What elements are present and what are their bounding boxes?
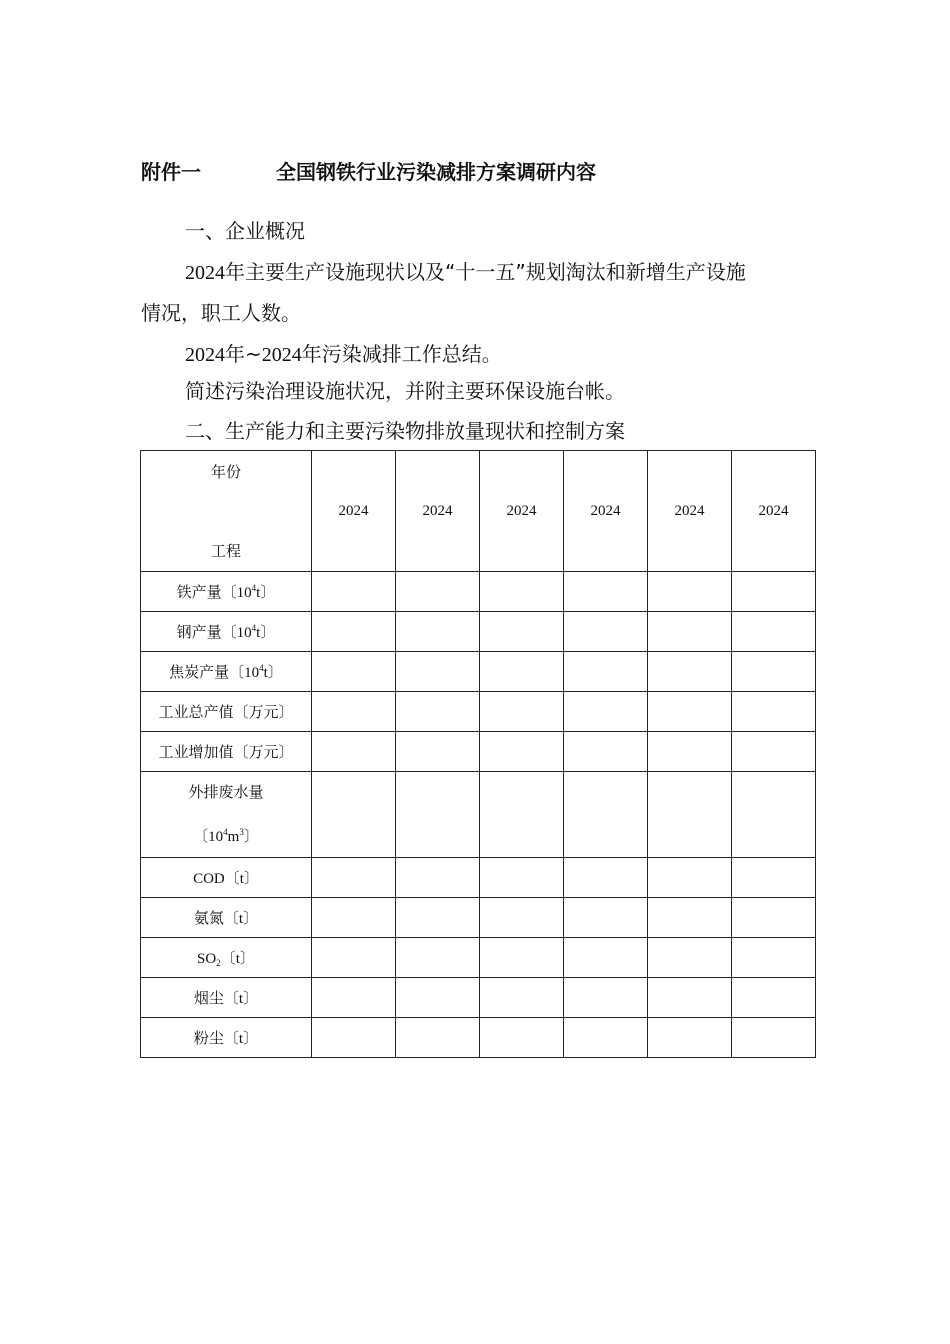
data-cell[interactable] xyxy=(564,652,648,692)
row-label-dust: 粉尘〔t〕 xyxy=(141,1018,312,1058)
data-cell[interactable] xyxy=(396,898,480,938)
paragraph-1-text-a: 年主要生产设施现状以及“十一五”规划淘汰和新增生产设施 xyxy=(225,260,746,284)
row-label-value-added: 工业增加值〔万元〕 xyxy=(141,732,312,772)
year-header: 2024 xyxy=(564,451,648,572)
data-cell[interactable] xyxy=(732,898,816,938)
data-cell[interactable] xyxy=(480,692,564,732)
paragraph-2-mid: 年~ xyxy=(225,342,262,366)
data-cell[interactable] xyxy=(312,938,396,978)
year-header: 2024 xyxy=(648,451,732,572)
table-row xyxy=(141,612,816,652)
data-cell[interactable] xyxy=(648,1018,732,1058)
data-cell[interactable] xyxy=(732,938,816,978)
data-cell[interactable] xyxy=(648,652,732,692)
data-cell[interactable] xyxy=(396,978,480,1018)
data-cell[interactable] xyxy=(648,898,732,938)
row-label-coke-output: 焦炭产量〔$10^4t$〕 xyxy=(141,652,312,692)
data-cell[interactable] xyxy=(480,858,564,898)
data-cell[interactable] xyxy=(732,772,816,858)
data-cell[interactable] xyxy=(396,692,480,732)
data-cell[interactable] xyxy=(564,858,648,898)
data-cell[interactable] xyxy=(312,572,396,612)
table-row xyxy=(141,1018,816,1058)
data-cell[interactable] xyxy=(564,572,648,612)
table-row xyxy=(141,652,816,692)
data-cell[interactable] xyxy=(396,612,480,652)
corner-cell xyxy=(141,451,312,572)
data-cell[interactable] xyxy=(480,938,564,978)
year-header: 2024 xyxy=(480,451,564,572)
data-cell[interactable] xyxy=(648,692,732,732)
data-cell[interactable] xyxy=(648,612,732,652)
data-cell[interactable] xyxy=(480,772,564,858)
table-header-row xyxy=(141,451,816,572)
row-label-ammonia-nitrogen: 氨氮〔t〕 xyxy=(141,898,312,938)
data-cell[interactable] xyxy=(396,652,480,692)
data-cell[interactable] xyxy=(648,732,732,772)
data-cell[interactable] xyxy=(480,612,564,652)
section-1-heading: 一、企业概况 xyxy=(185,219,305,243)
data-cell[interactable] xyxy=(564,732,648,772)
production-emission-table xyxy=(140,450,816,1058)
corner-year-label: 年份 xyxy=(210,463,241,481)
data-cell[interactable] xyxy=(732,1018,816,1058)
table-row xyxy=(141,978,816,1018)
data-cell[interactable] xyxy=(480,732,564,772)
row-label-wastewater-discharge: 外排废水量 〔$10^4m^3$〕 xyxy=(141,772,312,858)
paragraph-2-text: 年污染减排工作总结。 xyxy=(301,342,502,366)
table-row xyxy=(141,732,816,772)
data-cell[interactable] xyxy=(564,898,648,938)
data-cell[interactable] xyxy=(396,772,480,858)
data-cell[interactable] xyxy=(564,612,648,652)
row-label-gross-output-value: 工业总产值〔万元〕 xyxy=(141,692,312,732)
data-cell[interactable] xyxy=(312,772,396,858)
data-cell[interactable] xyxy=(564,692,648,732)
data-cell[interactable] xyxy=(396,938,480,978)
table-row xyxy=(141,772,816,858)
data-cell[interactable] xyxy=(564,772,648,858)
data-cell[interactable] xyxy=(396,858,480,898)
data-cell[interactable] xyxy=(732,732,816,772)
data-cell[interactable] xyxy=(312,732,396,772)
paragraph-1-line-1 xyxy=(141,252,815,294)
data-cell[interactable] xyxy=(732,858,816,898)
data-cell[interactable] xyxy=(732,978,816,1018)
year-header: 2024 xyxy=(396,451,480,572)
paragraph-2 xyxy=(141,334,815,376)
paragraph-2-year-a: 2024 xyxy=(185,344,225,366)
row-label-cod: COD〔t〕 xyxy=(141,858,312,898)
document-title-row xyxy=(141,158,596,186)
data-cell[interactable] xyxy=(312,692,396,732)
data-cell[interactable] xyxy=(312,978,396,1018)
document-title: 全国钢铁行业污染减排方案调研内容 xyxy=(276,160,596,184)
data-cell[interactable] xyxy=(480,1018,564,1058)
paragraph-3: 简述污染治理设施状况，并附主要环保设施台帐。 xyxy=(185,379,625,403)
data-cell[interactable] xyxy=(312,858,396,898)
table-row xyxy=(141,572,816,612)
data-cell[interactable] xyxy=(312,652,396,692)
row-label-iron-output: 铁产量〔$10^4t$〕 xyxy=(141,572,312,612)
data-cell[interactable] xyxy=(480,572,564,612)
data-cell[interactable] xyxy=(732,612,816,652)
data-cell[interactable] xyxy=(564,1018,648,1058)
data-cell[interactable] xyxy=(648,772,732,858)
row-label-smoke-dust: 烟尘〔t〕 xyxy=(141,978,312,1018)
data-cell[interactable] xyxy=(732,692,816,732)
data-cell[interactable] xyxy=(732,572,816,612)
paragraph-1-line-2: 情况，职工人数。 xyxy=(141,301,301,325)
data-cell[interactable] xyxy=(396,732,480,772)
data-cell[interactable] xyxy=(648,938,732,978)
data-cell[interactable] xyxy=(480,898,564,938)
attachment-label: 附件一 xyxy=(141,160,201,184)
data-cell[interactable] xyxy=(648,978,732,1018)
data-cell[interactable] xyxy=(564,938,648,978)
year-header: 2024 xyxy=(312,451,396,572)
paragraph-1-year: 2024 xyxy=(185,262,225,284)
corner-item-label: 工程 xyxy=(210,542,241,560)
table-row xyxy=(141,858,816,898)
data-cell[interactable] xyxy=(648,572,732,612)
data-cell[interactable] xyxy=(396,1018,480,1058)
row-label-steel-output: 钢产量〔$10^4t$〕 xyxy=(141,612,312,652)
paragraph-2-year-b: 2024 xyxy=(261,344,302,366)
data-cell[interactable] xyxy=(480,652,564,692)
row-label-so2: $SO_2$〔t〕 xyxy=(141,938,312,978)
data-cell[interactable] xyxy=(312,898,396,938)
data-cell[interactable] xyxy=(312,1018,396,1058)
data-cell[interactable] xyxy=(732,652,816,692)
data-cell[interactable] xyxy=(312,612,396,652)
table-row xyxy=(141,898,816,938)
section-2-heading: 二、生产能力和主要污染物排放量现状和控制方案 xyxy=(185,419,625,443)
year-header: 2024 xyxy=(732,451,816,572)
data-cell[interactable] xyxy=(564,978,648,1018)
data-cell[interactable] xyxy=(648,858,732,898)
table-row xyxy=(141,692,816,732)
data-cell[interactable] xyxy=(396,572,480,612)
data-cell[interactable] xyxy=(480,978,564,1018)
table-row xyxy=(141,938,816,978)
